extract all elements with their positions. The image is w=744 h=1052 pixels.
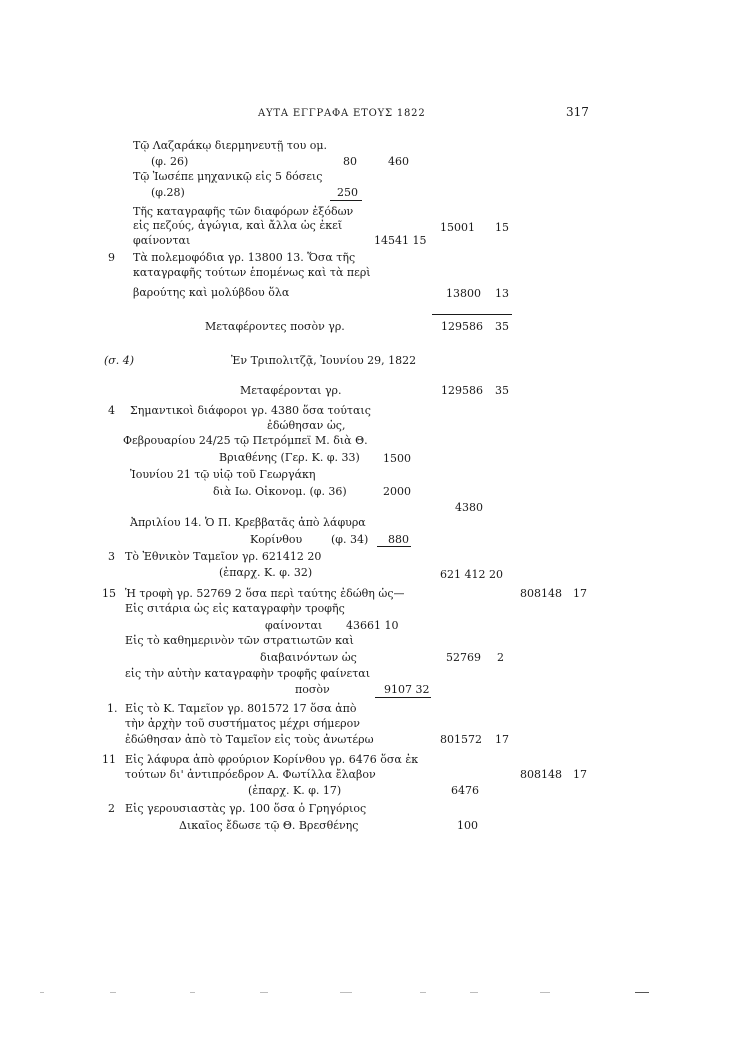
running-header: ΑΥΤΑ ΕΓΓΡΑΦΑ ΕΤΟΥΣ 1822	[258, 108, 426, 119]
entry-text: Φεβρουαρίου 24/25 τῷ Πετρόμπεϊ Μ. διὰ Θ.	[123, 434, 368, 447]
amount: 13800	[446, 287, 481, 300]
entry-text: Ἀπριλίου 14. Ὁ Π. Κρεββατᾶς ἀπὸ λάφυρα	[130, 516, 366, 529]
entry-text: Εἰς λάφυρα ἀπὸ φρούριον Κορίνθου γρ. 6476 ὅσα ἐκ	[125, 753, 419, 766]
amount: 621 412 20	[440, 568, 503, 581]
entry-text: Τὸ Ἐθνικὸν Ταμεῖον γρ. 621412 20	[125, 550, 322, 563]
amount: 35	[495, 384, 509, 397]
entry-ref: (φ. 26)	[151, 155, 189, 168]
entry-text: Δικαῖος ἔδωσε τῷ Θ. Βρεσθένης	[179, 819, 359, 832]
sum-rule	[432, 314, 512, 315]
section-ref: (σ. 4)	[104, 354, 135, 367]
amount: 460	[388, 155, 409, 168]
entry-text: ἐδώθησαν ἀπὸ τὸ Ταμεῖον εἰς τοὺς ἀνωτέρω	[125, 733, 374, 746]
amount: 15001	[440, 221, 475, 234]
carried-label: Μεταφέρονται γρ.	[240, 384, 342, 397]
amount: 4380	[455, 501, 483, 514]
entry-number: 11	[102, 753, 116, 766]
entry-text: διὰ Ιω. Οἰκονομ. (φ. 36)	[213, 485, 347, 498]
carried-label: Μεταφέροντες ποσὸν γρ.	[205, 320, 345, 333]
sum-rule	[377, 546, 411, 547]
entry-text: Τῆς καταγραφῆς τῶν διαφόρων ἐξόδων	[133, 205, 354, 218]
amount: 17	[573, 587, 587, 600]
entry-text: τὴν ἀρχὴν τοῦ συστήματος μέχρι σήμερον	[125, 717, 360, 730]
scan-artifact-line	[40, 990, 690, 996]
section-place-date: Ἐν Τριπολιτζᾷ, Ἰουνίου 29, 1822	[231, 354, 417, 367]
sum-rule	[330, 200, 362, 201]
amount: 250	[337, 186, 358, 199]
amount: 6476	[451, 784, 479, 797]
entry-text: ποσὸν	[295, 683, 330, 696]
entry-text: Ἡ τροφὴ γρ. 52769 2 ὅσα περὶ ταύτης ἐδώθη ὡς—	[125, 587, 405, 600]
entry-ref: (φ. 34)	[331, 533, 369, 546]
entry-text: φαίνονται	[133, 234, 191, 247]
amount: 52769	[446, 651, 481, 664]
entry-number: 3	[108, 550, 115, 563]
amount: 13	[495, 287, 509, 300]
entry-text: εἰς πεζούς, ἀγώγια, καὶ ἄλλα ὡς ἐκεῖ	[133, 219, 343, 232]
amount: 15	[495, 221, 509, 234]
entry-ref: (ἐπαρχ. Κ. φ. 32)	[219, 566, 313, 579]
entry-text: Σημαντικοὶ διάφοροι γρ. 4380 ὅσα τούταις	[130, 404, 371, 417]
entry-ref: (ἐπαρχ. Κ. φ. 17)	[248, 784, 342, 797]
entry-text: τούτων δι' ἀντιπρόεδρον Α. Φωτίλλα ἔλαβον	[125, 768, 376, 781]
amount: 808148	[520, 587, 562, 600]
entry-text: εἰς τὴν αὐτὴν καταγραφὴν τροφῆς φαίνεται	[125, 667, 371, 680]
entry-text: Εἰς τὸ καθημερινὸν τῶν στρατιωτῶν καὶ	[125, 634, 354, 647]
amount: 801572	[440, 733, 482, 746]
entry-text: Ἰουνίου 21 τῷ υἱῷ τοῦ Γεωργάκη	[130, 468, 316, 481]
amount: 129586	[441, 384, 483, 397]
entry-text: Εἰς σιτάρια ὡς εἰς καταγραφὴν τροφῆς	[125, 602, 345, 615]
entry-number: 2	[108, 802, 115, 815]
amount: 100	[457, 819, 478, 832]
amount: 808148	[520, 768, 562, 781]
entry-text: ἐδώθησαν ὡς,	[267, 419, 346, 432]
entry-text: Εἰς τὸ Κ. Ταμεῖον γρ. 801572 17 ὅσα ἀπὸ	[125, 702, 357, 715]
entry-number: 4	[108, 404, 115, 417]
entry-ref: (φ.28)	[151, 186, 185, 199]
entry-text: διαβαινόντων ὡς	[260, 651, 357, 664]
amount: 80	[343, 155, 357, 168]
amount: 35	[495, 320, 509, 333]
amount: 17	[495, 733, 509, 746]
amount: 129586	[441, 320, 483, 333]
entry-text: Τὰ πολεμοφόδια γρ. 13800 13. Ὅσα τῆς	[133, 251, 356, 264]
entry-number: 15	[102, 587, 116, 600]
entry-number: 1.	[107, 702, 118, 715]
entry-number: 9	[108, 251, 115, 264]
entry-text: Βριαθένης (Γερ. Κ. φ. 33)	[219, 451, 360, 464]
sum-rule	[375, 697, 431, 698]
amount: 2	[497, 651, 504, 664]
amount: 880	[388, 533, 409, 546]
entry-text: Τῷ Ἰωσέπε μηχανικῷ εἰς 5 δόσεις	[133, 170, 323, 183]
entry-text: βαρούτης καὶ μολύβδου ὅλα	[133, 286, 290, 299]
amount: 43661 10	[346, 619, 399, 632]
amount: 1500	[383, 452, 411, 465]
page-number: 317	[566, 105, 589, 119]
amount: 2000	[383, 485, 411, 498]
amount: 17	[573, 768, 587, 781]
entry-text: φαίνονται	[265, 619, 323, 632]
amount: 9107 32	[384, 683, 430, 696]
entry-text: καταγραφῆς τούτων ἑπομένως καὶ τὰ περὶ	[133, 266, 371, 279]
entry-text: Τῷ Λαζαράκῳ διερμηνευτῇ του ομ.	[133, 139, 328, 152]
amount: 14541 15	[374, 234, 427, 247]
entry-text: Κορίνθου	[250, 533, 303, 546]
entry-text: Εἰς γερουσιαστὰς γρ. 100 ὅσα ὁ Γρηγόριος	[125, 802, 367, 815]
